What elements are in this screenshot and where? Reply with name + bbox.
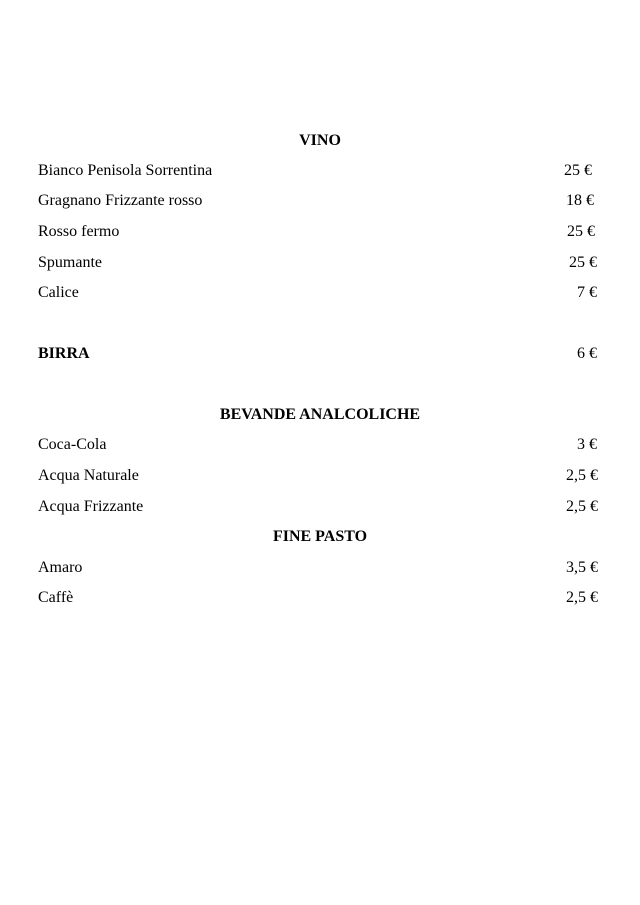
item-name: Bianco Penisola Sorrentina [38,162,213,179]
item-price: 18 € [566,192,594,209]
menu-item-bevande-1 [38,466,598,486]
menu-item-birra [38,344,598,364]
menu-item-vino-3 [38,253,598,273]
item-name: Gragnano Frizzante rosso [38,192,203,209]
menu-item-vino-2 [38,222,598,242]
menu-item-fine-pasto-1 [38,588,598,608]
item-price: 2,5 € [566,467,598,484]
menu-item-vino-4 [38,283,598,303]
item-name: BIRRA [38,345,90,362]
item-price: 25 € [564,162,592,179]
menu-item-bevande-2 [38,497,598,517]
item-name: Rosso fermo [38,223,120,240]
section-title-bevande: BEVANDE ANALCOLICHE [219,406,421,423]
item-price: 7 € [577,284,597,301]
section-title-fine-pasto: FINE PASTO [272,528,368,545]
menu-item-fine-pasto-0 [38,558,598,578]
item-name: Calice [38,284,79,301]
item-price: 25 € [569,254,597,271]
item-price: 25 € [567,223,595,240]
item-price: 3,5 € [566,559,598,576]
item-price: 3 € [577,436,597,453]
item-price: 2,5 € [566,498,598,515]
item-price: 2,5 € [566,589,598,606]
item-price: 6 € [577,345,597,362]
item-name: Coca-Cola [38,436,107,453]
menu-item-vino-0 [38,161,598,181]
item-name: Amaro [38,559,83,576]
menu-item-bevande-0 [38,435,598,455]
menu-item-vino-1 [38,191,598,211]
item-name: Spumante [38,254,102,271]
section-title-vino: VINO [299,132,341,149]
item-name: Acqua Frizzante [38,498,144,515]
item-name: Caffè [38,589,74,606]
item-name: Acqua Naturale [38,467,139,484]
